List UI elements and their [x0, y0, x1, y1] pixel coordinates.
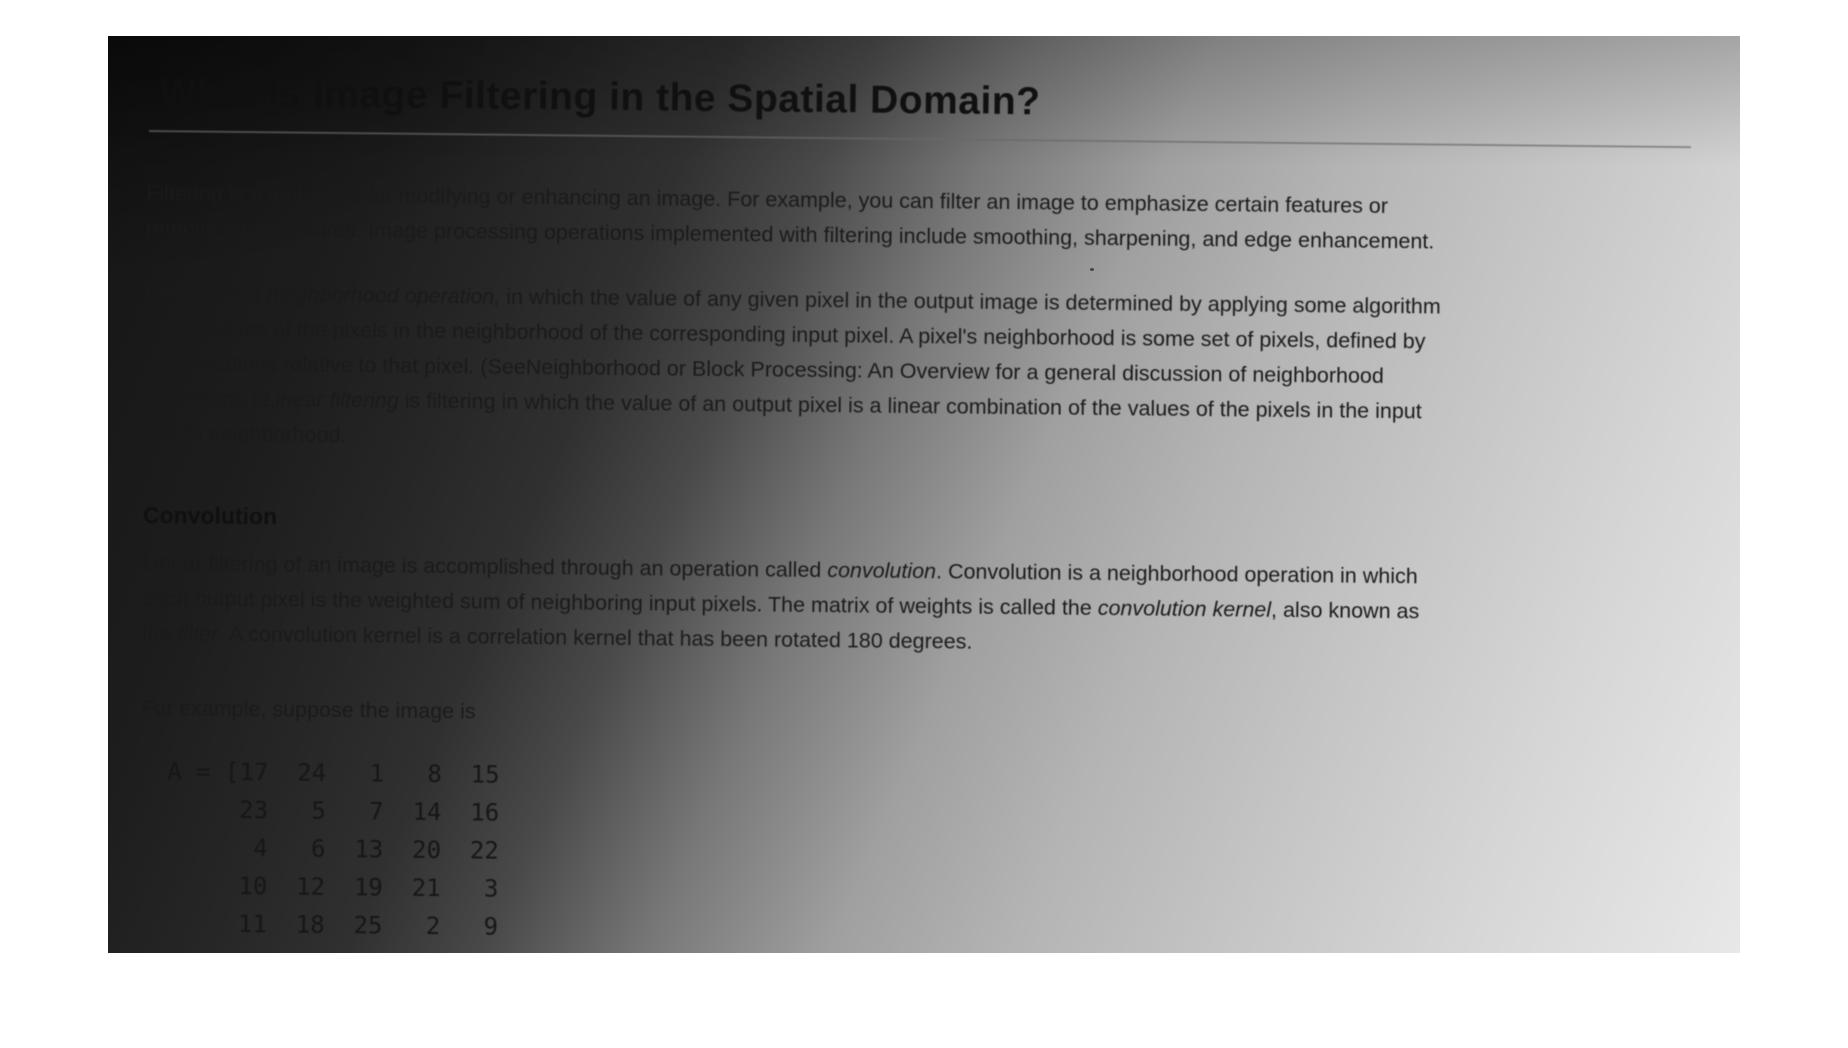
dust-speck — [1090, 268, 1094, 271]
paragraph-neighborhood-operation: Filtering is a neighborhood operation, in which the value of any given pixel in the output image is determined by applying some algorithm to the values of the pixels in the neighborhood of the corresponding input pixel. A pixel's neighborhood is some set of pixels, defined by their locations relative to that pixel. (SeeNeighborhood or Block Processing: An Overview for a general discussion of neighborhood operations.) Linear filtering is filtering in which the value of an output pixel is a linear combination of the values of the pixels in the input pixel's neighborhood. — [143, 280, 1441, 448]
convolution-heading: Convolution — [142, 501, 278, 530]
page-title: What Is Image Filtering in the Spatial Domain? — [159, 71, 1041, 124]
example-intro-text: For example, suppose the image is — [140, 695, 476, 724]
document-photo — [108, 36, 1740, 953]
paragraph-filtering-intro: Filtering is a technique for modifying or enhancing an image. For example, you can filter an image to emphasize certain features or remove other features. Image processing operations implemented with filtering include smoothing, sharpening, and edge enhancement. — [145, 180, 1435, 254]
title-underline-rule — [149, 130, 1691, 148]
matrix-code-block: A = [17 24 1 8 15 23 5 7 14 16 4 6 13 20 22 10 12 19 21 3 11 18 25 2 9 — [165, 757, 500, 941]
paragraph-convolution: Linear filtering of an image is accomplished through an operation called convolution. Convolution is a neighborhood operation in which each output pixel is the weighted sum of neighboring input pixels. The matrix of weights is called the convolution kernel, also known as the filter. A convolution kernel is a correlation kernel that has been rotated 180 degrees. — [141, 550, 1420, 654]
document-page — [139, 36, 1468, 953]
